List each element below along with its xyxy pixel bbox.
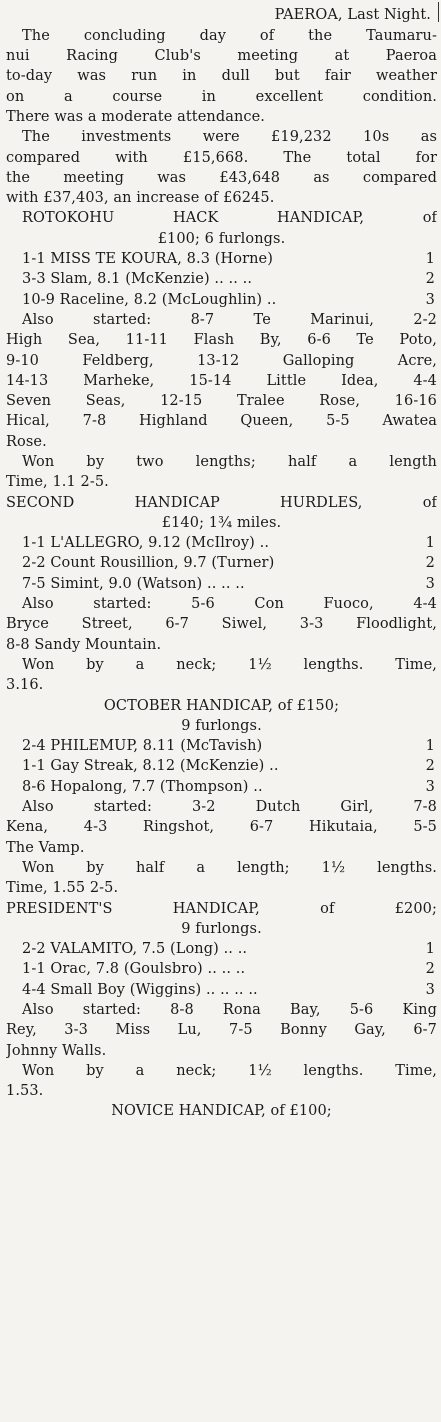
text-line: PRESIDENT'S HANDICAP, of £200; <box>6 900 437 917</box>
result-text: 2-4 PHILEMUP, 8.11 (McTavish) <box>22 738 263 755</box>
result-text: 1-1 Orac, 7.8 (Goulsbro) .. .. .. <box>22 961 246 978</box>
placing-number: 2 <box>425 758 435 775</box>
text-line: Kena, 4-3 Ringshot, 6-7 Hikutaia, 5-5 <box>6 819 437 836</box>
text-line: 3.16. <box>6 677 44 694</box>
text-line: The investments were £19,232 10s as <box>22 129 437 146</box>
text-line: Time, 1.1 2-5. <box>6 474 109 491</box>
text-line: Bryce Street, 6-7 Siwel, 3-3 Floodlight, <box>6 616 437 633</box>
race-heading-line: OCTOBER HANDICAP, of £150; <box>103 697 340 714</box>
article-body <box>6 26 437 1123</box>
race-result-line <box>6 980 437 1001</box>
text-line: Johnny Walls. <box>6 1042 107 1059</box>
placing-number: 3 <box>425 778 435 795</box>
result-text: 1-1 L'ALLEGRO, 9.12 (McIlroy) .. <box>22 535 270 552</box>
result-text: 1-1 Gay Streak, 8.12 (McKenzie) .. <box>22 758 279 775</box>
race-result-line <box>6 249 437 270</box>
result-text: 2-2 Count Rousillion, 9.7 (Turner) <box>22 555 275 572</box>
text-line: 8-8 Sandy Mountain. <box>6 636 162 653</box>
column-rule <box>438 2 439 22</box>
text-line: to-day was run in dull but fair weather <box>6 68 437 85</box>
result-text: 2-2 VALAMITO, 7.5 (Long) .. .. <box>22 941 248 958</box>
race-result-line <box>6 939 437 960</box>
race-heading-line: £140; 1¾ miles. <box>161 514 282 531</box>
text-line: Won by two lengths; half a length <box>22 453 437 470</box>
race-heading-line: NOVICE HANDICAP, of £100; <box>111 1103 332 1120</box>
text-line: There was a moderate attendance. <box>6 108 266 125</box>
result-text: 4-4 Small Boy (Wiggins) .. .. .. .. <box>22 981 258 998</box>
placing-number: 1 <box>425 941 435 958</box>
text-line: The Vamp. <box>6 839 85 856</box>
result-text: 3-3 Slam, 8.1 (McKenzie) .. .. .. <box>22 271 253 288</box>
placing-number: 3 <box>425 291 435 308</box>
text-line: SECOND HANDICAP HURDLES, of <box>6 494 437 511</box>
text-line: Also started: 5-6 Con Fuoco, 4-4 <box>22 596 437 613</box>
race-heading-line: £100; 6 furlongs. <box>157 230 286 247</box>
text-line: Won by a neck; 1½ lengths. Time, <box>22 656 437 673</box>
placing-number: 2 <box>425 555 435 572</box>
race-result-line <box>6 736 437 757</box>
text-line: The concluding day of the Taumaru- <box>22 27 437 44</box>
result-text: 10-9 Raceline, 8.2 (McLoughlin) .. <box>22 291 277 308</box>
placing-number: 2 <box>425 271 435 288</box>
text-line: nui Racing Club's meeting at Paeroa <box>6 48 437 65</box>
text-line: Seven Seas, 12-15 Tralee Rose, 16-16 <box>6 393 437 410</box>
text-line: Won by a neck; 1½ lengths. Time, <box>22 1062 437 1079</box>
race-heading-line: 9 furlongs. <box>181 717 262 734</box>
race-heading-line: 9 furlongs. <box>181 920 262 937</box>
text-line: ROTOKOHU HACK HANDICAP, of <box>22 210 437 227</box>
text-line: the meeting was £43,648 as compared <box>6 169 437 186</box>
result-text: 8-6 Hopalong, 7.7 (Thompson) .. <box>22 778 263 795</box>
race-result-line <box>6 959 437 980</box>
text-line: with £37,403, an increase of £6245. <box>6 190 275 207</box>
placing-number: 1 <box>425 535 435 552</box>
race-result-line <box>6 533 437 554</box>
text-line: 9-10 Feldberg, 13-12 Galloping Acre, <box>6 352 437 369</box>
text-line: 14-13 Marheke, 15-14 Little Idea, 4-4 <box>6 372 437 389</box>
race-result-line <box>6 574 437 595</box>
text-line: 1.53. <box>6 1083 44 1100</box>
text-line: on a course in excellent condition. <box>6 88 437 105</box>
text-line: Time, 1.55 2-5. <box>6 880 119 897</box>
placing-number: 3 <box>425 981 435 998</box>
text-line: compared with £15,668. The total for <box>6 149 437 166</box>
text-line: Rose. <box>6 433 47 450</box>
text-line: Rey, 3-3 Miss Lu, 7-5 Bonny Gay, 6-7 <box>6 1022 437 1039</box>
placing-number: 3 <box>425 575 435 592</box>
race-result-line <box>6 777 437 798</box>
text-line: Also started: 8-8 Rona Bay, 5-6 King <box>22 1002 437 1018</box>
race-result-line <box>6 269 437 290</box>
race-result-line <box>6 290 437 311</box>
text-line: Hical, 7-8 Highland Queen, 5-5 Awatea <box>6 413 437 430</box>
result-text: 1-1 MISS TE KOURA, 8.3 (Horne) <box>22 251 273 268</box>
dateline: PAEROA, Last Night. <box>274 7 431 24</box>
text-line: Also started: 3-2 Dutch Girl, 7-8 <box>22 799 437 816</box>
race-result-line <box>6 553 437 574</box>
race-result-line <box>6 756 437 777</box>
placing-number: 2 <box>425 961 435 978</box>
placing-number: 1 <box>425 738 435 755</box>
text-line: High Sea, 11-11 Flash By, 6-6 Te Poto, <box>6 332 437 349</box>
text-line: Also started: 8-7 Te Marinui, 2-2 <box>22 311 437 328</box>
result-text: 7-5 Simint, 9.0 (Watson) .. .. .. <box>22 575 245 592</box>
placing-number: 1 <box>425 251 435 268</box>
text-line: Won by half a length; 1½ lengths. <box>22 859 437 876</box>
